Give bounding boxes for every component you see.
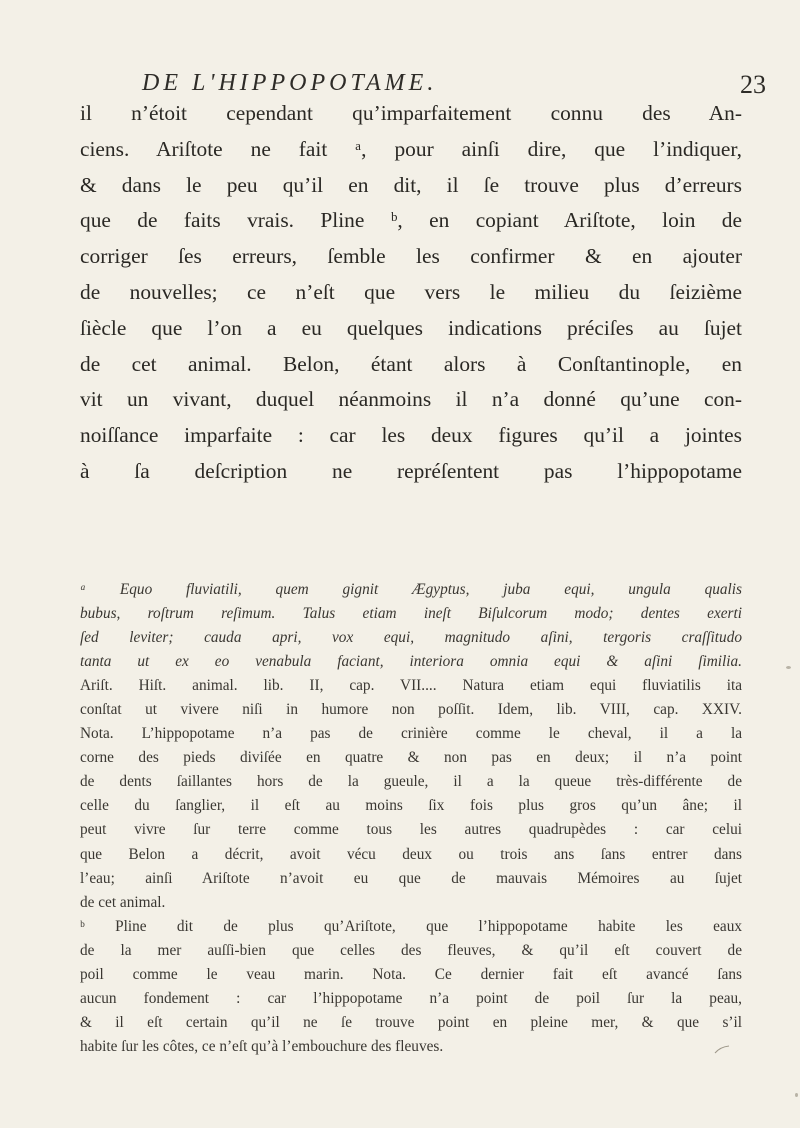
text-line: de nouvelles; ce n’eſt que vers le milieu du ſeizième [80,279,742,304]
text-line: que de faits vrais. Pline ᵇ, en copiant Ariſtote, loin de [80,208,742,233]
text-line: & dans le peu qu’il en dit, il ſe trouve plus d’erreurs [80,172,742,197]
footnote-line: aucun fondement : car l’hippopotame n’a point de poil ſur la peau, [80,989,742,1007]
footnote-line: peut vivre ſur terre comme tous les autres quadrupèdes : car celui [80,821,742,839]
footnote-line: de cet animal. [80,893,166,911]
footnote-line: conſtat ut vivere niſi in humore non poſſit. Idem, lib. VIII, cap. XXIV. [80,701,742,719]
text-line: corriger ſes erreurs, ſemble les confirmer & en ajouter [80,244,742,269]
footnote-line: l’eau; ainſi Ariſtote n’avoit eu que de mauvais Mémoires au ſujet [80,869,742,887]
text-line: de cet animal. Belon, étant alors à Conſtantinople, en [80,351,742,376]
footnote-line: de la mer auſſi-bien que celles des fleuves, & qu’il eſt couvert de [80,941,742,959]
text-line: vit un vivant, duquel néanmoins il n’a donné qu’une con- [80,387,742,412]
footnote-line: que Belon a décrit, avoit vécu deux ou trois ans ſans entrer dans [80,845,742,863]
footnote-line: & il eſt certain qu’il ne ſe trouve point en pleine mer, & que s’il [80,1013,742,1031]
footnote-line: habite ſur les côtes, ce n’eſt qu’à l’embouchure des fleuves. [80,1037,444,1055]
footnote-line: poil comme le veau marin. Nota. Ce dernier fait eſt avancé ſans [80,965,742,983]
main-text [80,96,742,490]
footnote-line: bubus, roſtrum reſimum. Talus etiam ineſt Biſulcorum modo; dentes exerti [80,605,742,623]
text-line: noiſſance imparfaite : car les deux figures qu’il a jointes [80,423,742,448]
page-number: 23 [740,70,766,99]
running-title: DE L'HIPPOPOTAME. [142,70,438,96]
text-line: à ſa deſcription ne repréſentent pas l’hippopotame [80,458,742,483]
footnote-line: ſed leviter; cauda apri, vox equi, magnitudo aſini, tergoris craſſitudo [80,629,742,647]
paper-speck [795,1093,798,1097]
ink-mark [714,1045,730,1055]
paper-speck [786,666,791,669]
text-line: ciens. Ariſtote ne fait ᵃ, pour ainſi dire, que l’indiquer, [80,136,742,161]
footnotes [80,578,742,1059]
footnote-line: Nota. L’hippopotame n’a pas de crinière comme le cheval, il a la [80,725,742,743]
footnote-line: ᵃ Equo fluviatili, quem gignit Ægyptus, juba equi, ungula qualis [80,581,742,598]
footnote-line: corne des pieds diviſée en quatre & non pas en deux; il n’a point [80,749,742,767]
text-line: il n’étoit cependant qu’imparfaitement connu des An- [80,101,742,125]
text-line: ſiècle que l’on a eu quelques indications préciſes au ſujet [80,315,742,340]
footnote-line: ᵇ Pline dit de plus qu’Ariſtote, que l’hippopotame habite les eaux [80,917,742,935]
footnote-line: celle du ſanglier, il eſt au moins ſix fois plus gros qu’un âne; il [80,797,742,815]
footnote-line: tanta ut ex eo venabula faciant, interiora omnia equi & aſini ſimilia. [80,653,742,671]
footnote-line: de dents ſaillantes hors de la gueule, il a la queue très-différente de [80,773,742,791]
footnote-line: Ariſt. Hiſt. animal. lib. II, cap. VII.... Natura etiam equi fluviatilis ita [80,677,742,695]
